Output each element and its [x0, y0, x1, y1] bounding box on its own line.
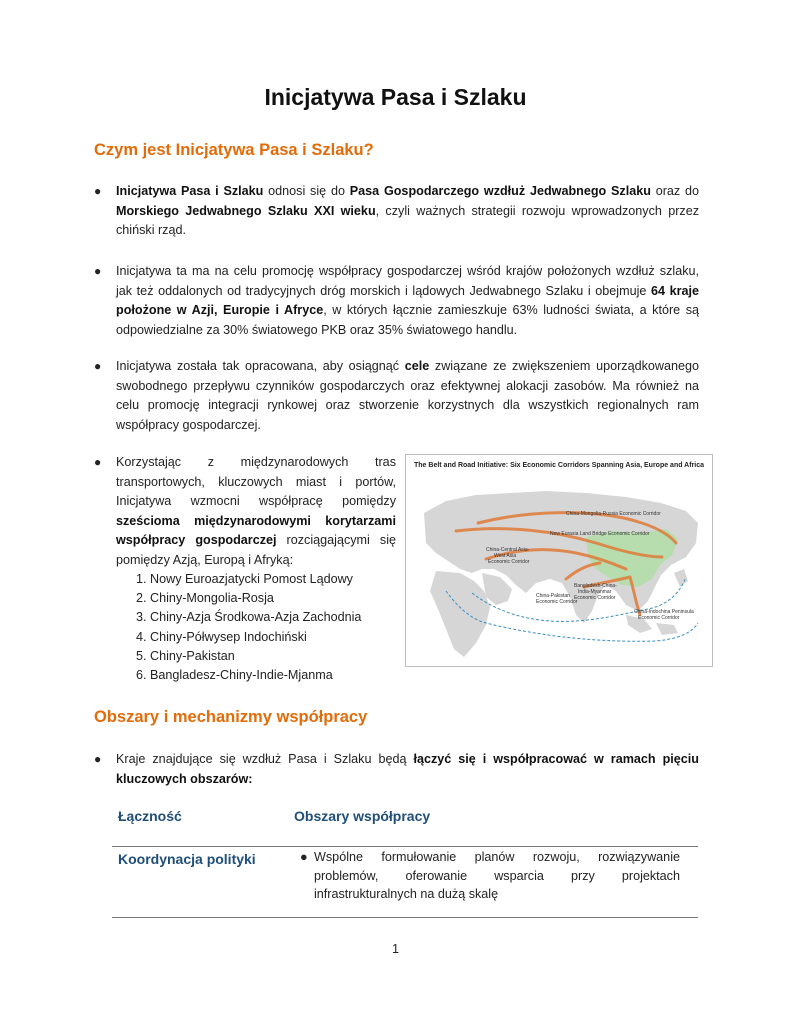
- label-ccwa-1: China-Central Asia-: [486, 547, 530, 553]
- list-item: 2. Chiny-Mongolia-Rosja: [136, 591, 274, 606]
- table-divider-bottom: [112, 917, 698, 918]
- bullet-corridors: [94, 453, 396, 571]
- bullet-dot: ●: [94, 184, 102, 198]
- table-cell-text: Wspólne formułowanie planów rozwoju, rozwiązywanie problemów, oferowanie wsparcia przy projektach infrastrukturalnych na dużą skalę: [314, 850, 680, 901]
- bullet-goal: [94, 262, 699, 340]
- label-bcim-1: Bangladesh-China-: [574, 583, 617, 589]
- table-header-areas: Obszary współpracy: [294, 808, 431, 824]
- list-item: 3. Chiny-Azja Środkowa-Azja Zachodnia: [136, 610, 362, 625]
- table-header-connectivity: Łączność: [118, 808, 182, 824]
- label-bcim-2: India-Myanmar: [578, 589, 612, 595]
- page-title: Inicjatywa Pasa i Szlaku: [264, 84, 527, 110]
- bullet-dot: ●: [94, 359, 102, 373]
- bullet-definition: [94, 182, 699, 241]
- table-cell: [300, 848, 680, 904]
- map-caption: The Belt and Road Initiative: Six Economic Corridors Spanning Asia, Europe and Africa: [414, 462, 705, 469]
- bullet-text: Inicjatywa ta ma na celu promocję współpracy gospodarczej wśród krajów położonych wzdłuż szlaku, jak też oddalonych od tradycyjnych dróg morskich i lądowych Jedwabnego Szlaku i obejmuje 64 kraje położone w Azji, Europie i Afryce, w których łącznie zamieszkuje 63% ludności świata, a które są odpowiedzialne za 30% światowego PKB oraz 35% światowego handlu.: [116, 264, 699, 337]
- bullet-dot: ●: [300, 850, 308, 864]
- bullet-text: Kraje znajdujące się wzdłuż Pasa i Szlaku będą łączyć się i współpracować w ramach pięciu kluczowych obszarów:: [116, 752, 699, 786]
- bullet-text: Inicjatywa Pasa i Szlaku odnosi się do Pasa Gospodarczego wzdłuż Jedwabnego Szlaku oraz do Morskiego Jedwabnego Szlaku XXI wieku, czyli ważnych strategii rozwoju wprowadzonych przez chiński rząd.: [116, 184, 700, 238]
- table-row-title: Koordynacja polityki: [118, 851, 256, 867]
- label-bcim-3: Economic Corridor: [574, 595, 616, 601]
- bullet-text: Korzystając z międzynarodowych tras transportowych, kluczowych miast i portów, Inicjatywa wzmocni współpracę pomiędzy sześcioma międzynarodowymi korytarzami współpracy gospodarczej rozciągającymi się pomiędzy Azją, Europą i Afryką:: [116, 455, 396, 567]
- list-item: 4. Chiny-Półwysep Indochiński: [136, 629, 307, 644]
- page-number: 1: [391, 942, 399, 956]
- corridor-map-figure: [405, 454, 713, 667]
- corridor-list: [136, 570, 361, 685]
- bullet-dot: ●: [94, 455, 102, 469]
- label-cmr: China-Mongolia-Russia Economic Corridor: [566, 511, 661, 517]
- bullet-dot: ●: [94, 264, 102, 278]
- bullet-dot: ●: [94, 752, 102, 766]
- label-ccwa-3: Economic Corridor: [488, 559, 530, 565]
- list-item: 1. Nowy Euroazjatycki Pomost Lądowy: [136, 572, 353, 586]
- label-ccwa-2: West Asia: [494, 553, 517, 559]
- corridor-map: [416, 473, 704, 661]
- section-heading-areas: Obszary i mechanizmy współpracy: [94, 708, 368, 726]
- bullet-design: [94, 357, 699, 435]
- bullet-areas: [94, 750, 699, 789]
- label-cicp-2: Economic Corridor: [638, 615, 680, 621]
- table-divider-top: [112, 846, 698, 847]
- list-item: 6. Bangladesz-Chiny-Indie-Mjanma: [136, 668, 333, 683]
- label-nelb: New Eurasia Land Bridge Economic Corridor: [550, 531, 650, 537]
- label-cicp-1: China-Indochina Peninsula: [634, 609, 694, 615]
- section-heading-what-is: Czym jest Inicjatywa Pasa i Szlaku?: [94, 141, 374, 159]
- bullet-text: Inicjatywa została tak opracowana, aby osiągnąć cele związane ze zwiększeniem uporządkowanego swobodnego przepływu czynników gospodarczych oraz efektywnej alokacji zasobów. Ma również na celu promocję integracji rynkowej oraz stworzenie korzystnych dla wszystkich regionalnych ram współpracy gospodarczej.: [116, 359, 699, 432]
- label-cpec-1: China-Pakistan: [536, 593, 570, 599]
- label-cpec-2: Economic Corridor: [536, 599, 578, 605]
- list-item: 5. Chiny-Pakistan: [136, 648, 235, 663]
